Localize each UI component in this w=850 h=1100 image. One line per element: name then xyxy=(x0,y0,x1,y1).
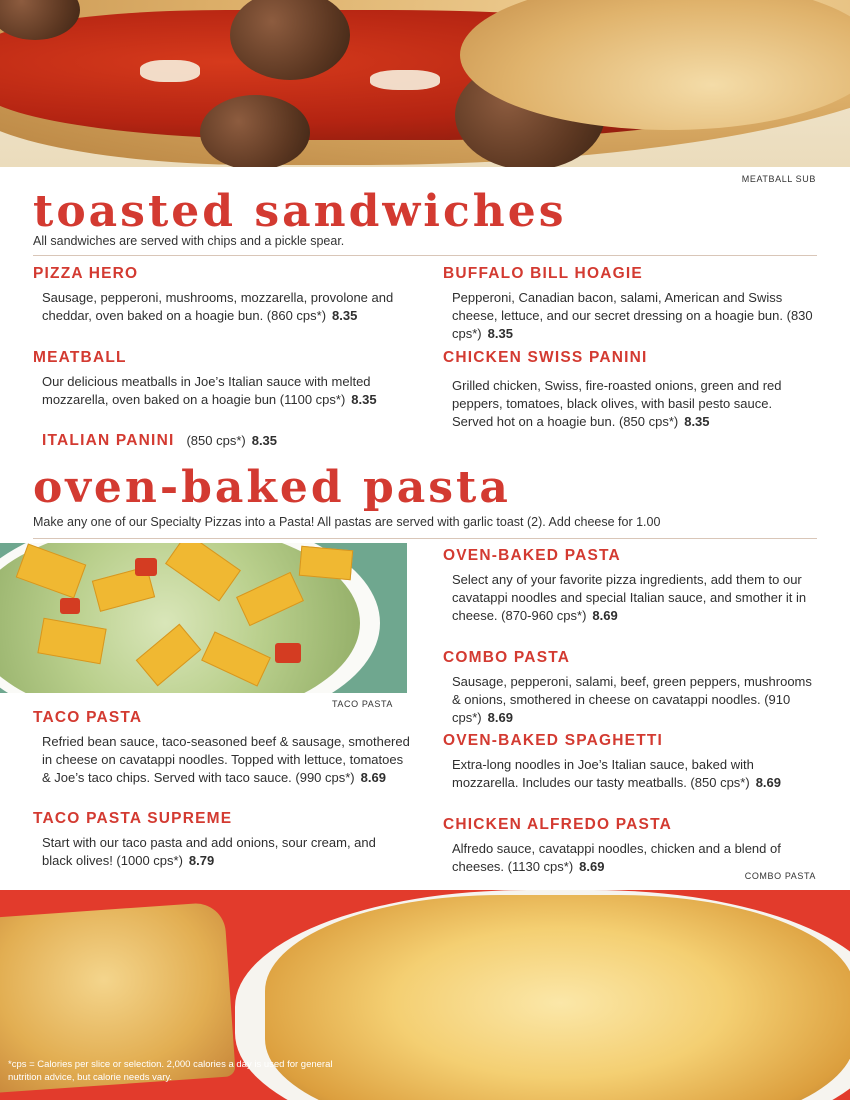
item-desc-text: Sausage, pepperoni, salami, beef, green peppers, mushrooms & onions, smothered in cheese on cavatappi noodles. (910 cps*) xyxy=(452,674,812,725)
item-name: ITALIAN PANINI xyxy=(42,432,175,449)
item-desc-text: Select any of your favorite pizza ingredients, add them to our cavatappi noodles and special Italian sauce, and smother it in cheese. (870-960 cps*) xyxy=(452,572,807,623)
item-name: OVEN-BAKED SPAGHETTI xyxy=(443,732,664,749)
item-price: 8.35 xyxy=(684,414,710,429)
item-name: CHICKEN SWISS PANINI xyxy=(443,349,648,366)
menu-item xyxy=(443,732,815,792)
section-title-pasta: oven-baked pasta xyxy=(33,462,511,513)
tomato-shape xyxy=(135,558,157,576)
item-price: 8.69 xyxy=(360,770,386,785)
menu-item xyxy=(33,810,403,870)
item-name: OVEN-BAKED PASTA xyxy=(443,547,621,564)
item-description xyxy=(42,733,413,787)
menu-item xyxy=(33,709,413,787)
item-description xyxy=(452,756,815,792)
tomato-shape xyxy=(60,598,80,614)
cheese-shape xyxy=(140,60,200,82)
section-intro: Make any one of our Specialty Pizzas into a Pasta! All pastas are served with garlic toast (2). Add cheese for 1.00 xyxy=(33,515,661,529)
footnote: *cps = Calories per slice or selection. 2,000 calories a day is used for general nutrition advice, but calorie needs vary. xyxy=(8,1059,333,1083)
divider xyxy=(33,255,817,256)
item-description xyxy=(452,673,815,727)
item-price: 8.35 xyxy=(251,433,278,448)
photo-caption: MEATBALL SUB xyxy=(741,174,816,184)
item-description xyxy=(452,571,815,625)
item-desc-text: Grilled chicken, Swiss, fire-roasted onions, green and red peppers, tomatoes, black olives, with basil pesto sauce. Served hot on a hoagie bun. (850 cps*) xyxy=(452,378,782,429)
tomato-shape xyxy=(275,643,301,663)
menu-item xyxy=(443,547,815,625)
chip-shape xyxy=(299,546,353,580)
item-name: BUFFALO BILL HOAGIE xyxy=(443,265,643,282)
item-price: 8.69 xyxy=(592,608,618,623)
item-name: TACO PASTA xyxy=(33,709,143,726)
menu-item xyxy=(33,349,403,409)
item-description xyxy=(452,289,815,343)
item-desc-text: Pepperoni, Canadian bacon, salami, American and Swiss cheese, lettuce, and our secret dressing on a hoagie bun. (830 cps*) xyxy=(452,290,813,341)
section-intro: All sandwiches are served with chips and a pickle spear. xyxy=(33,234,345,248)
item-description xyxy=(42,289,403,325)
item-name: PIZZA HERO xyxy=(33,265,139,282)
item-name: CHICKEN ALFREDO PASTA xyxy=(443,816,672,833)
item-name: COMBO PASTA xyxy=(443,649,571,666)
item-price: 8.69 xyxy=(755,775,781,790)
item-desc-text: Our delicious meatballs in Joe’s Italian sauce with melted mozzarella, oven baked on a hoagie bun (1100 cps*) xyxy=(42,374,371,407)
item-calories: (850 cps*) xyxy=(186,433,246,448)
item-description xyxy=(42,373,403,409)
item-desc-text: Alfredo sauce, cavatappi noodles, chicken and a blend of cheeses. (1130 cps*) xyxy=(452,841,781,874)
taco-pasta-photo xyxy=(0,543,407,693)
menu-item xyxy=(443,649,815,727)
item-description xyxy=(42,834,403,870)
menu-item xyxy=(33,265,403,325)
item-price: 8.35 xyxy=(487,326,513,341)
item-name: TACO PASTA SUPREME xyxy=(33,810,233,827)
section-title-sandwiches: toasted sandwiches xyxy=(33,186,567,237)
item-price: 8.79 xyxy=(188,853,215,868)
menu-item xyxy=(443,349,815,431)
item-price: 8.69 xyxy=(487,710,513,725)
item-price: 8.69 xyxy=(579,859,605,874)
item-desc-text: Start with our taco pasta and add onions, sour cream, and black olives! (1000 cps*) xyxy=(42,835,376,868)
divider xyxy=(33,538,817,539)
photo-caption: TACO PASTA xyxy=(332,699,394,709)
meatball xyxy=(200,95,310,167)
item-price: 8.35 xyxy=(351,392,377,407)
item-description xyxy=(452,377,815,431)
item-price: 8.35 xyxy=(332,308,358,323)
menu-item xyxy=(443,816,815,876)
menu-item xyxy=(42,432,412,450)
meatball-sub-photo xyxy=(0,0,850,167)
item-desc-text: Refried bean sauce, taco-seasoned beef & sausage, smothered in cheese on cavatappi noodles. Topped with lettuce, tomatoes & Joe’s taco chips. Served with taco sauce. (990 cps*) xyxy=(42,734,410,785)
menu-item xyxy=(443,265,815,343)
item-desc-text: Sausage, pepperoni, mushrooms, mozzarella, provolone and cheddar, oven baked on a hoagie bun. (860 cps*) xyxy=(42,290,394,323)
item-name: MEATBALL xyxy=(33,349,127,366)
item-desc-text: Extra-long noodles in Joe’s Italian sauce, baked with mozzarella. Includes our tasty meatballs. (850 cps*) xyxy=(452,757,754,790)
photo-caption: COMBO PASTA xyxy=(744,871,816,881)
cheese-shape xyxy=(370,70,440,90)
